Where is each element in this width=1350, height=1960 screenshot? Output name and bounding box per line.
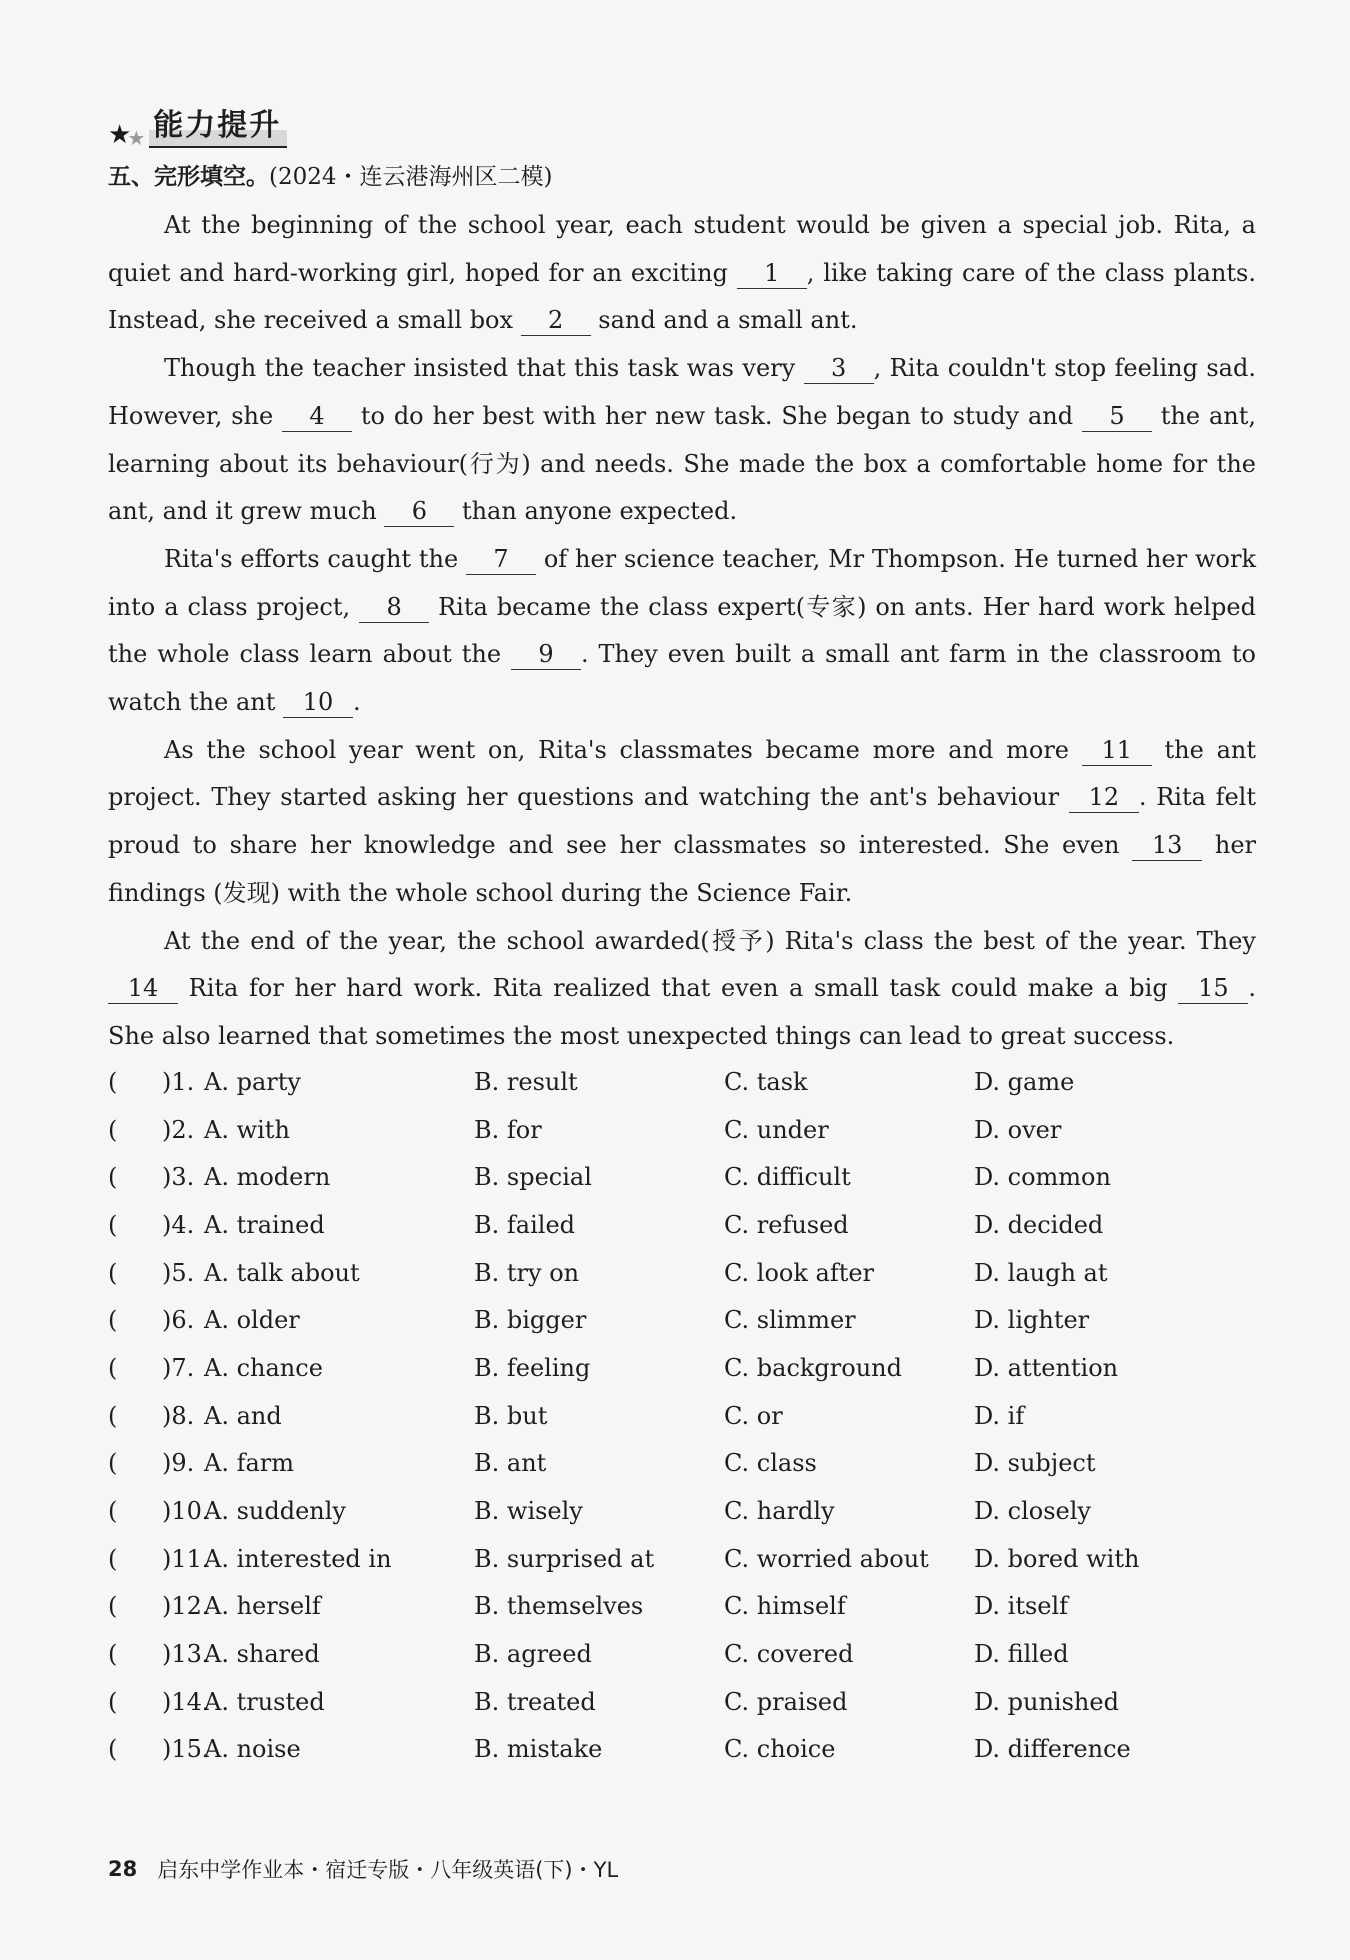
- answer-paren[interactable]: (: [108, 1306, 118, 1335]
- question-source: (2024・连云港海州区二模): [269, 164, 553, 190]
- option-row: [108, 1583, 1258, 1631]
- option-a: A. herself: [204, 1592, 321, 1621]
- question-number: )14.: [162, 1687, 210, 1716]
- option-row: [108, 1153, 1258, 1201]
- passage-text: the ant, learning about its behaviour(行为) and needs. She made the box a comfortable home for the ant, and it grew much: [108, 401, 1256, 526]
- answer-blank[interactable]: 12: [1069, 782, 1139, 813]
- option-c: C. praised: [724, 1687, 848, 1716]
- passage-text: Though the teacher insisted that this task was very: [164, 354, 804, 383]
- passage-text: her findings (发现) with the whole school during the Science Fair.: [108, 831, 1256, 907]
- option-row: [108, 1440, 1258, 1488]
- question-label: 五、完形填空。: [108, 163, 269, 190]
- option-d: D. punished: [974, 1687, 1119, 1716]
- option-d: D. common: [974, 1163, 1111, 1192]
- book-title: 启东中学作业本・宿迁专版・八年级英语(下)・YL: [157, 1858, 619, 1882]
- answer-paren[interactable]: (: [108, 1401, 118, 1430]
- option-a: A. chance: [204, 1353, 323, 1382]
- passage-text: As the school year went on, Rita's classmates became more and more: [164, 735, 1082, 764]
- answer-paren[interactable]: (: [108, 1449, 118, 1478]
- option-b: B. surprised at: [474, 1544, 655, 1573]
- option-c: C. background: [724, 1353, 902, 1382]
- option-a: A. shared: [204, 1640, 320, 1669]
- option-row: [108, 1106, 1258, 1154]
- passage-text: , Rita couldn't stop feeling sad. However, she: [108, 354, 1256, 430]
- option-a: A. farm: [204, 1449, 295, 1478]
- passage-text: Rita became the class expert(专家) on ants. Her hard work helped the whole class learn about the: [108, 592, 1256, 669]
- answer-paren[interactable]: (: [108, 1544, 118, 1573]
- passage-text: Rita's efforts caught the: [164, 544, 467, 573]
- answer-paren[interactable]: (: [108, 1592, 118, 1621]
- option-a: A. trained: [204, 1210, 325, 1239]
- option-a: A. and: [204, 1401, 282, 1430]
- question-number: )7.: [162, 1353, 195, 1382]
- option-a: A. party: [204, 1067, 301, 1096]
- option-a: A. suddenly: [204, 1497, 346, 1526]
- question-number: )10.: [162, 1497, 210, 1526]
- option-row: [108, 1630, 1258, 1678]
- answer-paren[interactable]: (: [108, 1735, 118, 1764]
- passage-text: . They even built a small ant farm in the classroom to watch the ant: [108, 640, 1257, 717]
- option-row: [108, 1535, 1258, 1583]
- option-c: C. choice: [724, 1735, 836, 1764]
- option-c: C. hardly: [724, 1497, 835, 1526]
- question-number: )8.: [162, 1401, 195, 1430]
- option-d: D. itself: [974, 1592, 1069, 1621]
- question-number: )4.: [162, 1210, 195, 1239]
- passage-text: . She also learned that sometimes the most unexpected things can lead to great success.: [108, 974, 1256, 1050]
- answer-blank[interactable]: 10: [283, 687, 353, 718]
- question-number: )5.: [162, 1258, 195, 1287]
- option-b: B. failed: [474, 1210, 576, 1239]
- passage-paragraph: [108, 345, 1256, 536]
- question-number: )2.: [162, 1115, 195, 1144]
- option-d: D. bored with: [974, 1544, 1140, 1573]
- question-number: )6.: [162, 1306, 195, 1335]
- option-d: D. difference: [974, 1735, 1131, 1764]
- star-icon: ★: [108, 120, 132, 150]
- option-b: B. wisely: [474, 1497, 583, 1526]
- option-row: [108, 1296, 1258, 1344]
- question-heading: [108, 158, 552, 191]
- question-number: )3.: [162, 1163, 195, 1192]
- option-b: B. bigger: [474, 1306, 587, 1335]
- stars-decoration: [108, 122, 145, 148]
- answer-blank[interactable]: 8: [359, 592, 429, 623]
- option-c: C. under: [724, 1115, 829, 1144]
- option-c: C. refused: [724, 1210, 849, 1239]
- option-a: A. trusted: [204, 1687, 325, 1716]
- option-d: D. lighter: [974, 1306, 1090, 1335]
- question-number: )1.: [162, 1067, 195, 1096]
- answer-blank[interactable]: 1: [737, 258, 807, 289]
- answer-blank[interactable]: 11: [1082, 735, 1152, 766]
- passage-text: to do her best with her new task. She began to study and: [352, 401, 1082, 430]
- answer-paren[interactable]: (: [108, 1640, 118, 1669]
- option-c: C. task: [724, 1067, 808, 1096]
- option-d: D. subject: [974, 1449, 1096, 1478]
- answer-paren[interactable]: (: [108, 1115, 118, 1144]
- option-a: A. modern: [204, 1163, 331, 1192]
- option-row: [108, 1392, 1258, 1440]
- answer-blank[interactable]: 7: [466, 544, 536, 575]
- section-header: [108, 100, 287, 148]
- passage-paragraph: [108, 727, 1256, 918]
- cloze-passage: [108, 202, 1256, 1061]
- question-number: )12.: [162, 1592, 210, 1621]
- page-number: 28: [108, 1857, 138, 1881]
- passage-text: Rita for her hard work. Rita realized that even a small task could make a big: [178, 974, 1179, 1003]
- answer-blank[interactable]: 9: [511, 639, 581, 670]
- option-a: A. interested in: [204, 1544, 392, 1573]
- option-row: [108, 1726, 1258, 1774]
- answer-paren[interactable]: (: [108, 1210, 118, 1239]
- passage-text: of her science teacher, Mr Thompson. He turned her work into a class project,: [108, 544, 1256, 621]
- star-icon: ★: [127, 126, 146, 150]
- answer-blank[interactable]: 15: [1178, 973, 1248, 1004]
- option-row: [108, 1201, 1258, 1249]
- passage-text: At the end of the year, the school awarded(授予) Rita's class the best of the year. They: [164, 926, 1256, 955]
- passage-text: than anyone expected.: [454, 497, 738, 526]
- options-list: [108, 1058, 1258, 1773]
- answer-blank[interactable]: 5: [1082, 401, 1152, 432]
- option-c: C. look after: [724, 1258, 875, 1287]
- answer-paren[interactable]: (: [108, 1497, 118, 1526]
- option-a: A. noise: [204, 1735, 301, 1764]
- question-number: )13.: [162, 1640, 210, 1669]
- answer-blank[interactable]: 14: [108, 973, 178, 1004]
- option-d: D. over: [974, 1115, 1062, 1144]
- answer-paren[interactable]: (: [108, 1353, 118, 1382]
- option-c: C. covered: [724, 1640, 854, 1669]
- passage-text: At the beginning of the school year, each student would be given a special job. Rita, a quiet and hard-working girl, hoped for an exciting: [108, 211, 1256, 287]
- option-row: [108, 1344, 1258, 1392]
- option-d: D. closely: [974, 1497, 1091, 1526]
- passage-paragraph: [108, 202, 1256, 345]
- option-b: B. agreed: [474, 1640, 592, 1669]
- answer-paren[interactable]: (: [108, 1067, 118, 1096]
- option-b: B. result: [474, 1067, 578, 1096]
- answer-blank[interactable]: 4: [282, 401, 352, 432]
- option-b: B. themselves: [474, 1592, 644, 1621]
- passage-paragraph: [108, 918, 1256, 1061]
- option-a: A. older: [204, 1306, 300, 1335]
- option-row: [108, 1058, 1258, 1106]
- option-b: B. feeling: [474, 1353, 591, 1382]
- option-row: [108, 1487, 1258, 1535]
- answer-paren[interactable]: (: [108, 1258, 118, 1287]
- answer-blank[interactable]: 3: [804, 353, 874, 384]
- option-c: C. worried about: [724, 1544, 929, 1573]
- option-d: D. filled: [974, 1640, 1069, 1669]
- option-b: B. special: [474, 1163, 592, 1192]
- page-footer: [108, 1854, 618, 1884]
- passage-text: , like taking care of the class plants. Instead, she received a small box: [108, 258, 1256, 335]
- question-number: )9.: [162, 1449, 195, 1478]
- passage-text: . Rita felt proud to share her knowledge and see her classmates so interested. She even: [108, 783, 1257, 860]
- option-c: C. or: [724, 1401, 783, 1430]
- option-b: B. treated: [474, 1687, 596, 1716]
- question-number: )11.: [162, 1544, 210, 1573]
- option-b: B. mistake: [474, 1735, 603, 1764]
- passage-text: .: [353, 688, 361, 717]
- option-row: [108, 1678, 1258, 1726]
- answer-blank[interactable]: 6: [384, 496, 454, 527]
- option-d: D. laugh at: [974, 1258, 1108, 1287]
- option-row: [108, 1249, 1258, 1297]
- answer-blank[interactable]: 13: [1132, 830, 1202, 861]
- question-number: )15.: [162, 1735, 210, 1764]
- option-b: B. for: [474, 1115, 542, 1144]
- option-d: D. attention: [974, 1353, 1119, 1382]
- option-c: C. difficult: [724, 1163, 851, 1192]
- option-a: A. talk about: [204, 1258, 360, 1287]
- option-c: C. slimmer: [724, 1306, 856, 1335]
- option-c: C. himself: [724, 1592, 846, 1621]
- option-a: A. with: [204, 1115, 290, 1144]
- passage-paragraph: [108, 536, 1256, 727]
- passage-text: sand and a small ant.: [590, 306, 858, 335]
- option-d: D. decided: [974, 1210, 1104, 1239]
- answer-blank[interactable]: 2: [521, 305, 591, 336]
- option-b: B. but: [474, 1401, 548, 1430]
- option-b: B. try on: [474, 1258, 580, 1287]
- option-c: C. class: [724, 1449, 817, 1478]
- answer-paren[interactable]: (: [108, 1687, 118, 1716]
- passage-text: the ant project. They started asking her questions and watching the ant's behaviour: [108, 735, 1256, 812]
- answer-paren[interactable]: (: [108, 1163, 118, 1192]
- option-d: D. game: [974, 1067, 1075, 1096]
- option-b: B. ant: [474, 1449, 547, 1478]
- option-d: D. if: [974, 1401, 1025, 1430]
- section-title: 能力提升: [149, 100, 287, 148]
